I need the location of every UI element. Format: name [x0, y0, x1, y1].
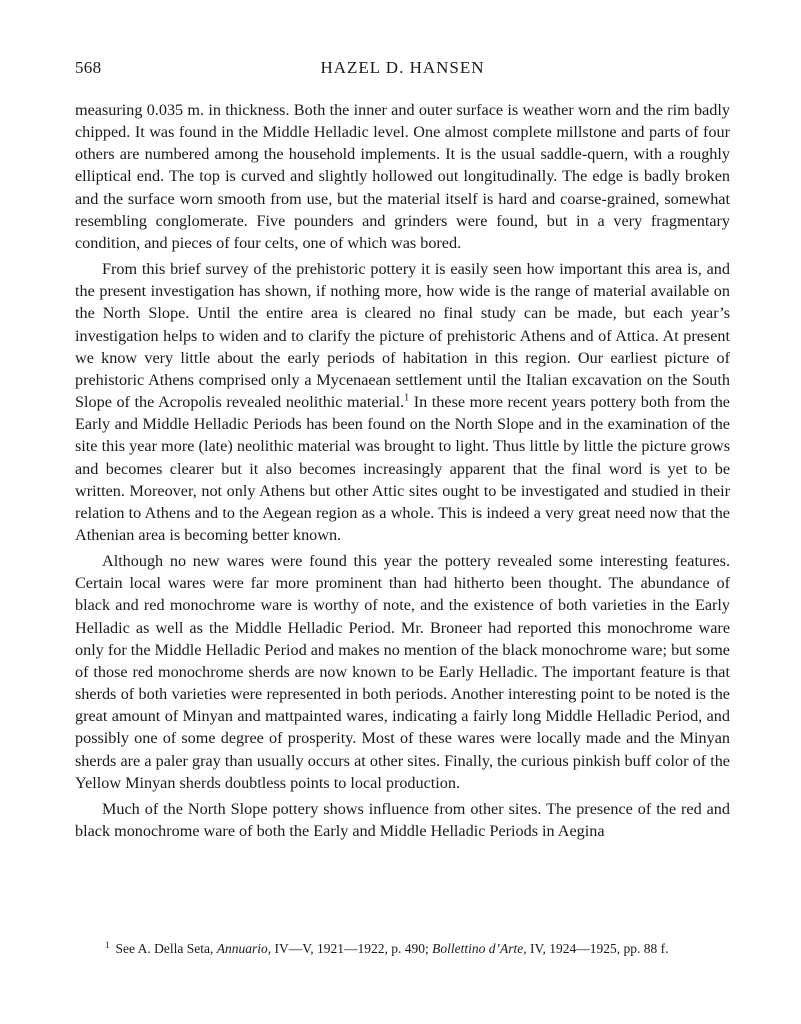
- page-number: 568: [75, 58, 102, 77]
- paragraph-1: measuring 0.035 m. in thickness. Both the inner and outer surface is weather worn and the rim badly chipped. It was found in the Middle Helladic level. One almost complete millstone and parts of four others are numbered among the household implements. It is the usual saddle-quern, with a roughly elliptical end. The top is curved and slightly hollowed out longitudinally. The edge is badly broken and the surface worn smooth from use, but the material itself is hard and coarse-grained, somewhat resembling conglomerate. Five pounders and grinders were found, but in a very fragmentary condition, and pieces of four celts, one of which was bored.: [75, 101, 730, 252]
- paragraph-3: Although no new wares were found this year the pottery revealed some interesting features. Certain local wares were far more prominent than had hitherto been thought. The abundance of black and red monochrome ware is worthy of note, and the existence of both varieties in the Early Helladic as well as the Middle Helladic Period. Mr. Broneer had reported this monochrome ware only for the Middle Helladic Period and makes no mention of the black monochrome ware; but some of those red monochrome sherds are now known to be Early Helladic. The important feature is that sherds of both varieties were represented in both periods. Another interesting point to be noted is the great amount of Minyan and mattpainted wares, indicating a fairly long Middle Helladic Period, and possibly one of some degree of prosperity. Most of these wares were locally made and the Minyan sherds are a paler gray than usually occurs at other sites. Finally, the curious pinkish buff color of the Yellow Minyan sherds doubtless points to local production.: [75, 552, 730, 792]
- paragraph-2: [75, 258, 730, 546]
- footnote-text-2: IV—V, 1921—1922, p. 490;: [271, 941, 433, 956]
- footnote-journal-1: Annuario,: [216, 941, 272, 956]
- footnote-text-3: IV, 1924—1925, pp. 88 f.: [526, 941, 669, 956]
- footnote-mark: 1: [105, 939, 110, 950]
- footnote-reference: 1: [404, 392, 410, 404]
- page: [75, 58, 730, 846]
- footnote-text-1: See A. Della Seta,: [115, 941, 217, 956]
- footnote: [105, 940, 745, 958]
- paragraph-4: Much of the North Slope pottery shows influence from other sites. The presence of the red and black monochrome ware of both the Early and Middle Helladic Periods in Aegina: [75, 799, 730, 840]
- body-text: [75, 99, 730, 842]
- running-head: [75, 58, 730, 88]
- paragraph-2-text-b: In these more recent years pottery both from the Early and Middle Helladic Periods has been found on the North Slope and in the examination of the site this year more (late) neolithic material was brought to light. Thus little by little the picture grows and becomes clearer but it also becomes increasingly apparent that the final word is yet to be written. Moreover, not only Athens but other Attic sites ought to be investigated and studied in their relation to Athens and to the Aegean region as a whole. This is indeed a very great need now that the Athenian area is becoming better known.: [75, 393, 730, 544]
- footnote-journal-2: Bollettino d’Arte,: [432, 941, 527, 956]
- running-title: HAZEL D. HANSEN: [320, 58, 485, 77]
- paragraph-2-text-a: From this brief survey of the prehistoric pottery it is easily seen how important this area is, and the present investigation has shown, if nothing more, how wide is the range of material available on the North Slope. Until the entire area is cleared no final study can be made, but each year’s investigation helps to widen and to clarify the picture of prehistoric Athens and of Attica. At present we know very little about the early periods of habitation in this region. Our earliest picture of prehistoric Athens comprised only a Mycenaean settlement until the Italian excavation on the South Slope of the Acropolis revealed neolithic material.: [75, 260, 730, 412]
